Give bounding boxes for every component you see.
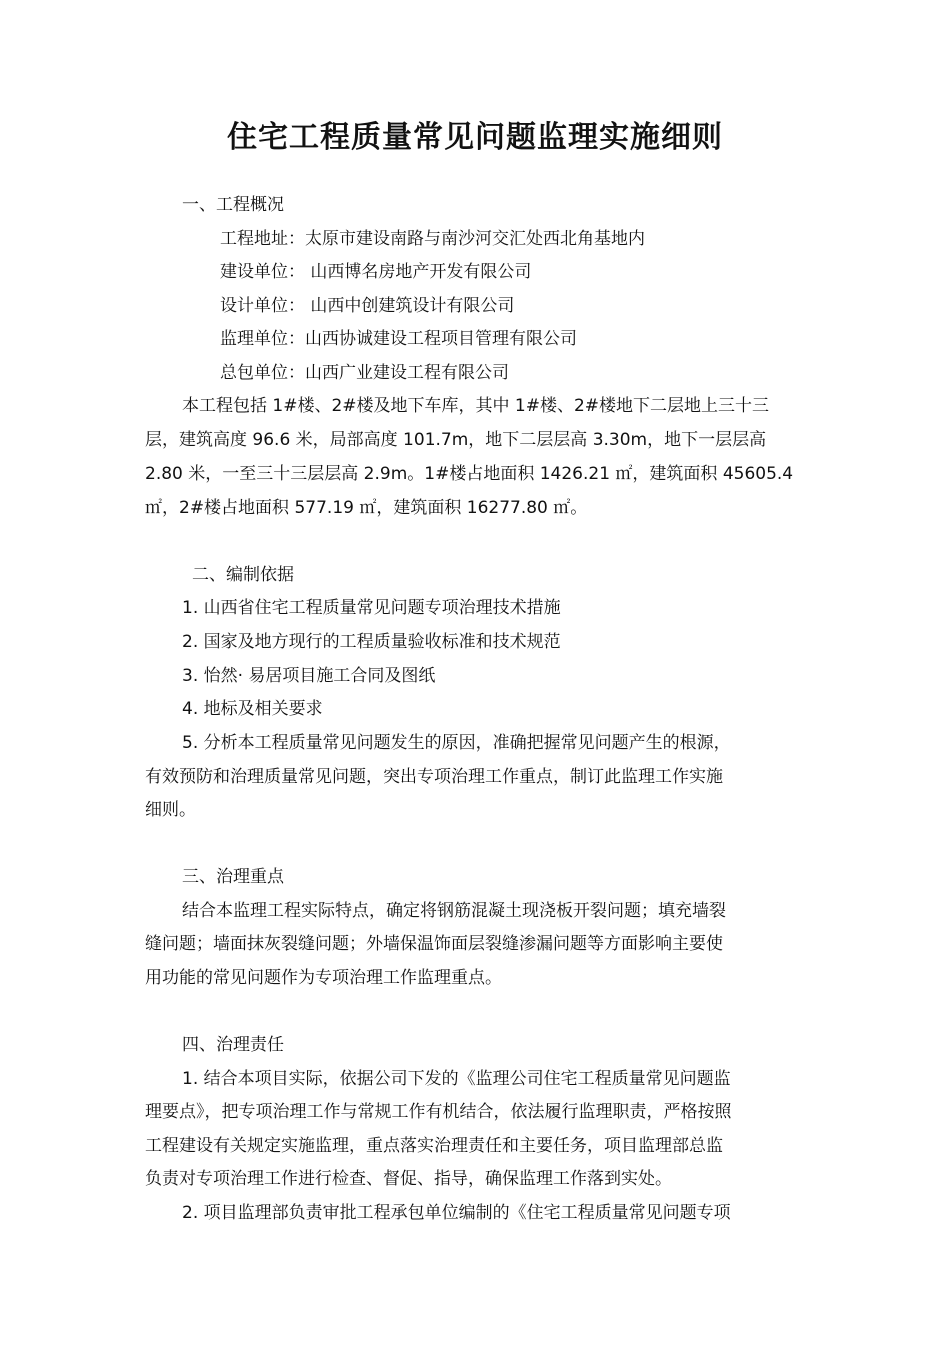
info-designer: 设计单位： 山西中创建筑设计有限公司 — [220, 296, 515, 316]
info-contractor: 总包单位：山西广业建设工程有限公司 — [220, 363, 509, 383]
overview-line-3: 2.80 米，一至三十三层层高 2.9m。1#楼占地面积 1426.21 ㎡，建筑面积 45605.4 — [145, 464, 794, 484]
focus-line-1: 结合本监理工程实际特点，确定将钢筋混凝土现浇板开裂问题；填充墙裂 — [182, 901, 726, 921]
overview-line-4: ㎡，2#楼占地面积 577.19 ㎡，建筑面积 16277.80 ㎡。 — [145, 498, 588, 518]
basis-item-5-cont-1: 有效预防和治理质量常见问题，突出专项治理工作重点，制订此监理工作实施 — [145, 767, 723, 787]
basis-item-2: 2. 国家及地方现行的工程质量验收标准和技术规范 — [182, 632, 561, 652]
overview-line-2: 层，建筑高度 96.6 米，局部高度 101.7m，地下二层层高 3.30m，地下一层层高 — [145, 430, 767, 450]
responsibility-2-line-1: 2. 项目监理部负责审批工程承包单位编制的《住宅工程质量常见问题专项 — [182, 1203, 731, 1223]
overview-line-1: 本工程包括 1#楼、2#楼及地下车库，其中 1#楼、2#楼地下二层地上三十三 — [182, 396, 770, 416]
info-developer: 建设单位： 山西博名房地产开发有限公司 — [220, 262, 532, 282]
section1-heading: 一、工程概况 — [182, 195, 284, 215]
basis-item-3: 3. 怡然· 易居项目施工合同及图纸 — [182, 666, 436, 686]
basis-item-4: 4. 地标及相关要求 — [182, 699, 323, 719]
basis-item-5: 5. 分析本工程质量常见问题发生的原因，准确把握常见问题产生的根源， — [182, 733, 731, 753]
section4-heading: 四、治理责任 — [182, 1035, 284, 1055]
responsibility-1-line-3: 工程建设有关规定实施监理，重点落实治理责任和主要任务，项目监理部总监 — [145, 1136, 723, 1156]
responsibility-1-line-2: 理要点》，把专项治理工作与常规工作有机结合，依法履行监理职责，严格按照 — [145, 1102, 732, 1122]
info-supervisor: 监理单位：山西协诚建设工程项目管理有限公司 — [220, 329, 577, 349]
responsibility-1-line-4: 负责对专项治理工作进行检查、督促、指导，确保监理工作落到实处。 — [145, 1169, 672, 1189]
focus-line-2: 缝问题；墙面抹灰裂缝问题；外墙保温饰面层裂缝渗漏问题等方面影响主要使 — [145, 934, 723, 954]
basis-item-1: 1. 山西省住宅工程质量常见问题专项治理技术措施 — [182, 598, 561, 618]
section3-heading: 三、治理重点 — [182, 867, 284, 887]
responsibility-1-line-1: 1. 结合本项目实际，依据公司下发的《监理公司住宅工程质量常见问题监 — [182, 1069, 731, 1089]
info-project-address: 工程地址：太原市建设南路与南沙河交汇处西北角基地内 — [220, 229, 645, 249]
focus-line-3: 用功能的常见问题作为专项治理工作监理重点。 — [145, 968, 502, 988]
basis-item-5-cont-2: 细则。 — [145, 800, 196, 820]
document-title: 住宅工程质量常见问题监理实施细则 — [227, 120, 723, 155]
section2-heading: 二、编制依据 — [192, 565, 294, 585]
